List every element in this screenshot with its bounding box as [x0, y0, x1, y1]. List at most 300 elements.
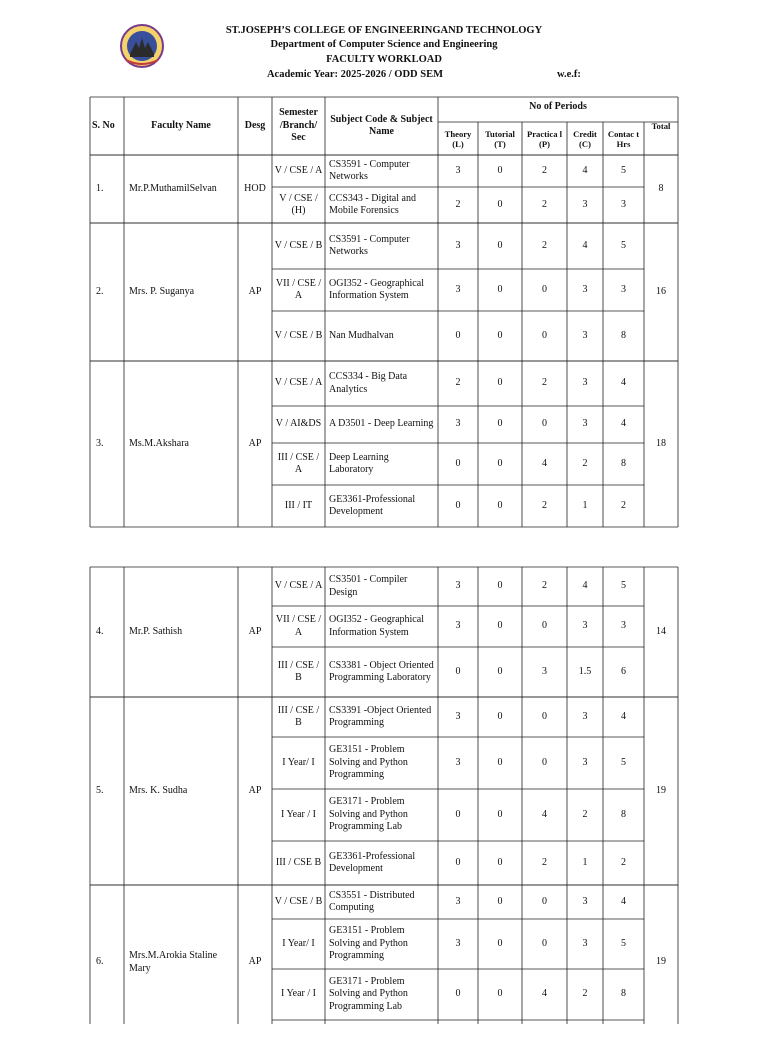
document-title: FACULTY WORKLOAD	[326, 54, 442, 65]
row-practical	[522, 606, 567, 647]
row-theory-text: 2	[455, 198, 461, 210]
department-name: Department of Computer Science and Engineering	[270, 39, 498, 50]
header-total: Total	[651, 121, 671, 131]
row-practical	[522, 789, 567, 841]
row-tutorial	[478, 187, 522, 223]
row-theory	[438, 269, 478, 311]
row-practical	[522, 885, 567, 919]
row-subject	[329, 885, 434, 919]
row-subject	[329, 969, 434, 1020]
row-contact-hours	[603, 647, 644, 697]
header-desg: Desg	[244, 119, 266, 131]
row-tutorial-text: 0	[497, 710, 503, 722]
row-semester-text: V / AI&DS	[275, 418, 322, 430]
row-credit	[567, 406, 603, 443]
row-practical-text: 0	[542, 283, 547, 295]
row-credit-text: 2	[582, 808, 588, 820]
row-practical	[522, 647, 567, 697]
row-tutorial-text: 0	[497, 756, 503, 768]
faculty-name	[129, 885, 235, 1040]
row-practical	[522, 269, 567, 311]
row-tutorial-text: 0	[497, 808, 503, 820]
row-subject-text: CS3501 - Compiler Design	[329, 574, 408, 598]
row-subject-text: CS3391 -Object Oriented Programming	[329, 704, 432, 728]
faculty-desg-text: AP	[248, 625, 262, 637]
row-semester-text: V / CSE / B	[274, 239, 323, 251]
row-contact-hours-text: 8	[621, 988, 626, 1000]
row-contact-hours-text: 2	[621, 499, 626, 511]
row-contact-hours	[603, 606, 644, 647]
row-practical-text: 3	[542, 665, 547, 677]
row-practical-text: 4	[542, 808, 547, 820]
row-practical-text: 2	[542, 499, 547, 511]
row-theory-text: 3	[455, 620, 461, 632]
row-theory	[438, 789, 478, 841]
row-tutorial	[478, 361, 522, 406]
row-subject-text: A D3501 - Deep Learning	[329, 418, 434, 430]
row-tutorial	[478, 885, 522, 919]
row-theory	[438, 443, 478, 485]
faculty-sno	[96, 223, 124, 361]
row-practical-text: 0	[542, 895, 547, 907]
row-theory-text: 3	[455, 710, 461, 722]
row-credit-text: 4	[582, 239, 588, 251]
row-contact-hours	[603, 155, 644, 187]
row-tutorial-text: 0	[497, 937, 503, 949]
row-practical-text: 2	[542, 856, 547, 868]
row-subject	[329, 485, 434, 527]
row-semester	[274, 311, 323, 361]
row-subject-text: CCS334 - Big Data Analytics	[329, 371, 408, 395]
row-theory	[438, 567, 478, 606]
row-credit-text: 1.5	[578, 665, 592, 677]
row-semester	[274, 841, 323, 885]
row-credit-text: 4	[582, 580, 588, 592]
faculty-total	[644, 361, 678, 527]
row-credit	[567, 885, 603, 919]
row-credit-text: 2	[582, 457, 588, 469]
row-semester-text: I Year/ I	[282, 756, 315, 768]
row-semester-text: V / CSE / B	[274, 895, 323, 907]
row-tutorial-text: 0	[497, 457, 503, 469]
row-theory	[438, 737, 478, 789]
row-subject	[329, 443, 434, 485]
row-credit-text: 3	[582, 756, 588, 768]
row-contact-hours-text: 5	[621, 164, 626, 176]
row-semester-text: III / CSE B	[275, 856, 322, 868]
row-semester-text: III / CSE / B	[277, 704, 320, 728]
row-contact-hours-text: 5	[621, 937, 626, 949]
row-semester-text: V / CSE / B	[274, 329, 323, 341]
row-subject	[329, 919, 434, 969]
row-subject	[329, 697, 434, 737]
row-semester	[274, 223, 323, 269]
row-contact-hours	[603, 567, 644, 606]
row-credit	[567, 567, 603, 606]
faculty-desg	[238, 155, 272, 223]
row-semester	[274, 647, 323, 697]
row-theory-text: 2	[455, 377, 461, 389]
row-subject-text: GE3171 - Problem Solving and Python Programming Lab	[329, 796, 408, 833]
row-credit-text: 3	[582, 418, 588, 430]
row-semester-text: I Year / I	[281, 988, 316, 1000]
faculty-desg-text: AP	[248, 956, 262, 968]
row-semester	[274, 969, 323, 1020]
row-theory-text: 0	[455, 808, 461, 820]
row-tutorial	[478, 155, 522, 187]
row-credit-text: 3	[582, 329, 588, 341]
row-tutorial-text: 0	[497, 499, 503, 511]
row-semester-text: VII / CSE / A	[275, 614, 322, 638]
row-theory	[438, 406, 478, 443]
row-tutorial	[478, 606, 522, 647]
row-tutorial	[478, 406, 522, 443]
row-contact-hours-text: 3	[621, 198, 626, 210]
row-credit-text: 3	[582, 198, 588, 210]
row-practical-text: 4	[542, 457, 547, 469]
faculty-sno	[96, 361, 124, 527]
row-contact-hours	[603, 485, 644, 527]
row-semester-text: V / CSE / A	[274, 580, 323, 592]
row-practical-text: 0	[542, 329, 547, 341]
row-contact-hours	[603, 223, 644, 269]
row-contact-hours-text: 8	[621, 808, 626, 820]
row-subject-text: CS3381 - Object Oriented Programming Laboratory	[329, 659, 434, 683]
row-practical	[522, 187, 567, 223]
row-theory-text: 0	[455, 499, 461, 511]
row-practical-text: 2	[542, 377, 547, 389]
row-theory	[438, 919, 478, 969]
row-subject-text: CS3591 - Computer Networks	[329, 233, 410, 257]
row-credit	[567, 223, 603, 269]
row-theory-text: 3	[455, 239, 461, 251]
faculty-total-text: 14	[656, 625, 666, 637]
academic-year: Academic Year: 2025-2026 / ODD SEM	[266, 69, 444, 80]
row-practical-text: 0	[542, 710, 547, 722]
row-practical	[522, 311, 567, 361]
faculty-name	[129, 361, 235, 527]
row-credit-text: 3	[582, 620, 588, 632]
row-credit-text: 1	[582, 499, 588, 511]
row-semester-text: V / CSE / (H)	[279, 192, 318, 216]
row-credit	[567, 647, 603, 697]
header-faculty: Faculty Name	[151, 119, 211, 131]
row-subject	[329, 647, 434, 697]
row-subject-text: GE3171 - Problem Solving and Python Programming Lab	[329, 975, 408, 1012]
row-tutorial-text: 0	[497, 895, 503, 907]
faculty-name-text: Mr.P. Sathish	[129, 625, 183, 637]
row-tutorial	[478, 567, 522, 606]
row-theory-text: 3	[455, 580, 461, 592]
row-theory-text: 3	[455, 895, 461, 907]
row-contact-hours	[603, 187, 644, 223]
row-semester	[274, 443, 323, 485]
row-practical-text: 2	[542, 164, 547, 176]
row-theory-text: 3	[455, 756, 461, 768]
faculty-name	[129, 697, 235, 885]
wef-label: w.e.f:	[557, 69, 581, 80]
row-tutorial	[478, 737, 522, 789]
row-theory-text: 3	[455, 283, 461, 295]
row-subject-text: Nan Mudhalvan	[329, 329, 394, 341]
row-subject-text: GE3151 - Problem Solving and Python Programming	[329, 925, 408, 962]
faculty-desg	[238, 567, 272, 697]
row-subject-text: OGI352 - Geographical Information System	[329, 614, 424, 638]
row-tutorial-text: 0	[497, 665, 503, 677]
faculty-desg	[238, 361, 272, 527]
row-semester-text: I Year / I	[281, 808, 316, 820]
row-semester	[274, 406, 323, 443]
row-tutorial	[478, 269, 522, 311]
row-contact-hours-text: 3	[621, 620, 626, 632]
faculty-desg-text: AP	[248, 285, 262, 297]
row-practical-text: 2	[542, 580, 547, 592]
row-semester-text: V / CSE / A	[274, 377, 323, 389]
row-theory-text: 0	[455, 988, 461, 1000]
row-semester-text: I Year/ I	[282, 937, 315, 949]
row-contact-hours	[603, 269, 644, 311]
row-contact-hours	[603, 969, 644, 1020]
faculty-desg-text: HOD	[244, 182, 266, 194]
row-practical	[522, 485, 567, 527]
row-semester	[274, 697, 323, 737]
row-theory	[438, 223, 478, 269]
row-theory	[438, 311, 478, 361]
header-periods: No of Periods	[529, 101, 587, 112]
row-credit-text: 3	[582, 283, 588, 295]
header-sno: S. No	[92, 119, 115, 131]
row-theory-text: 0	[455, 856, 461, 868]
row-tutorial	[478, 647, 522, 697]
row-semester-text: VII / CSE / A	[275, 277, 322, 301]
row-tutorial	[478, 223, 522, 269]
row-tutorial	[478, 969, 522, 1020]
row-subject	[329, 269, 434, 311]
faculty-total-text: 19	[656, 784, 666, 796]
row-theory	[438, 155, 478, 187]
header-subject: Subject Code & Subject Name	[330, 113, 433, 137]
faculty-name-text: Mr.P.MuthamilSelvan	[129, 182, 217, 194]
row-tutorial	[478, 789, 522, 841]
faculty-desg-text: AP	[248, 437, 262, 449]
row-theory	[438, 697, 478, 737]
header-contact: Contac t Hrs	[607, 128, 640, 149]
row-credit	[567, 361, 603, 406]
row-subject	[329, 361, 434, 406]
row-practical	[522, 919, 567, 969]
row-semester	[274, 567, 323, 606]
faculty-desg	[238, 885, 272, 1040]
row-subject	[329, 223, 434, 269]
row-practical	[522, 361, 567, 406]
faculty-sno-text: 6.	[96, 956, 104, 968]
faculty-total-text: 8	[658, 182, 664, 194]
row-semester-text: III / CSE / A	[277, 451, 320, 475]
row-contact-hours	[603, 361, 644, 406]
row-semester	[274, 789, 323, 841]
header-semester: Semester /Branch/ Sec	[279, 107, 318, 144]
row-tutorial	[478, 443, 522, 485]
row-credit-text: 3	[582, 937, 588, 949]
faculty-total	[644, 885, 678, 1040]
row-subject-text: CCS343 - Digital and Mobile Forensics	[329, 192, 416, 216]
row-practical-text: 2	[542, 198, 547, 210]
row-contact-hours-text: 8	[621, 329, 626, 341]
row-tutorial-text: 0	[497, 377, 503, 389]
row-theory-text: 3	[455, 164, 461, 176]
row-semester-text: III / IT	[284, 499, 313, 511]
row-theory-text: 0	[455, 457, 461, 469]
row-tutorial	[478, 311, 522, 361]
row-credit	[567, 969, 603, 1020]
faculty-sno-text: 3.	[96, 437, 104, 449]
row-subject-text: CS3591 - Computer Networks	[329, 158, 410, 182]
faculty-desg	[238, 223, 272, 361]
row-contact-hours-text: 4	[621, 418, 626, 430]
row-credit	[567, 155, 603, 187]
row-subject-text: OGI352 - Geographical Information System	[329, 277, 424, 301]
row-subject	[329, 406, 434, 443]
row-practical-text: 4	[542, 988, 547, 1000]
row-semester	[274, 919, 323, 969]
row-theory	[438, 647, 478, 697]
row-practical	[522, 969, 567, 1020]
row-practical-text: 0	[542, 756, 547, 768]
row-contact-hours	[603, 737, 644, 789]
row-theory-text: 3	[455, 418, 461, 430]
faculty-name-text: Mrs. K. Sudha	[129, 784, 188, 796]
row-contact-hours	[603, 919, 644, 969]
row-credit-text: 3	[582, 377, 588, 389]
row-practical	[522, 567, 567, 606]
row-semester	[274, 606, 323, 647]
row-credit	[567, 187, 603, 223]
faculty-total	[644, 155, 678, 223]
row-credit	[567, 919, 603, 969]
row-semester	[274, 737, 323, 789]
row-tutorial	[478, 697, 522, 737]
faculty-total-text: 18	[656, 437, 666, 449]
row-semester-text: V / CSE / A	[274, 164, 323, 176]
row-practical-text: 0	[542, 620, 547, 632]
row-contact-hours-text: 3	[621, 283, 626, 295]
row-credit	[567, 697, 603, 737]
faculty-desg-text: AP	[248, 784, 262, 796]
row-subject	[329, 606, 434, 647]
row-contact-hours	[603, 311, 644, 361]
row-credit	[567, 737, 603, 789]
row-subject	[329, 737, 434, 789]
row-contact-hours-text: 2	[621, 856, 626, 868]
row-theory	[438, 187, 478, 223]
row-credit	[567, 269, 603, 311]
row-contact-hours-text: 5	[621, 580, 626, 592]
row-practical	[522, 443, 567, 485]
row-theory	[438, 969, 478, 1020]
row-subject-text: CS3551 - Distributed Computing	[329, 889, 415, 913]
faculty-total	[644, 697, 678, 885]
row-semester-text: III / CSE / B	[277, 659, 320, 683]
faculty-sno	[96, 567, 124, 697]
row-tutorial	[478, 841, 522, 885]
faculty-sno	[96, 885, 124, 1040]
row-tutorial-text: 0	[497, 198, 503, 210]
faculty-name	[129, 155, 235, 223]
row-theory	[438, 885, 478, 919]
row-subject	[329, 155, 434, 187]
row-tutorial-text: 0	[497, 283, 503, 295]
row-subject-text: GE3361-Professional Development	[329, 850, 416, 874]
row-credit	[567, 443, 603, 485]
row-contact-hours-text: 8	[621, 457, 626, 469]
row-theory	[438, 485, 478, 527]
row-theory	[438, 606, 478, 647]
header-practical: Practica l (P)	[526, 128, 563, 149]
faculty-name	[129, 223, 235, 361]
row-subject-text: GE3361-Professional Development	[329, 493, 416, 517]
faculty-sno-text: 5.	[96, 784, 104, 796]
row-practical	[522, 406, 567, 443]
row-tutorial-text: 0	[497, 856, 503, 868]
row-tutorial-text: 0	[497, 164, 503, 176]
row-contact-hours-text: 4	[621, 377, 626, 389]
row-contact-hours	[603, 841, 644, 885]
faculty-sno	[96, 697, 124, 885]
row-practical	[522, 841, 567, 885]
row-contact-hours	[603, 789, 644, 841]
row-contact-hours-text: 6	[621, 665, 626, 677]
faculty-sno-text: 4.	[96, 625, 104, 637]
row-contact-hours	[603, 443, 644, 485]
row-semester	[274, 187, 323, 223]
row-tutorial-text: 0	[497, 620, 503, 632]
faculty-sno	[96, 155, 124, 223]
row-credit	[567, 606, 603, 647]
row-contact-hours-text: 4	[621, 895, 626, 907]
row-subject	[329, 841, 434, 885]
row-semester	[274, 155, 323, 187]
row-theory	[438, 361, 478, 406]
row-credit	[567, 841, 603, 885]
row-credit-text: 1	[582, 856, 588, 868]
header-theory: Theory (L)	[444, 128, 472, 149]
row-semester	[274, 885, 323, 919]
faculty-total	[644, 223, 678, 361]
row-practical-text: 2	[542, 239, 547, 251]
row-semester	[274, 269, 323, 311]
row-tutorial	[478, 919, 522, 969]
row-subject-text: Deep Learning Laboratory	[329, 451, 389, 475]
faculty-desg	[238, 697, 272, 885]
row-credit-text: 3	[582, 895, 588, 907]
row-tutorial-text: 0	[497, 329, 503, 341]
row-contact-hours	[603, 885, 644, 919]
row-theory-text: 0	[455, 329, 461, 341]
row-contact-hours	[603, 406, 644, 443]
row-theory-text: 3	[455, 937, 461, 949]
row-credit	[567, 311, 603, 361]
row-practical	[522, 155, 567, 187]
row-tutorial-text: 0	[497, 239, 503, 251]
faculty-name	[129, 567, 235, 697]
faculty-name-text: Mrs. P. Suganya	[129, 285, 195, 297]
header-credit: Credit (C)	[573, 128, 597, 149]
row-practical	[522, 737, 567, 789]
faculty-name-text: Mrs.M.Arokia Staline Mary	[129, 950, 218, 974]
row-contact-hours	[603, 697, 644, 737]
faculty-sno-text: 1.	[96, 182, 104, 194]
header-tutorial: Tutorial (T)	[485, 128, 515, 149]
